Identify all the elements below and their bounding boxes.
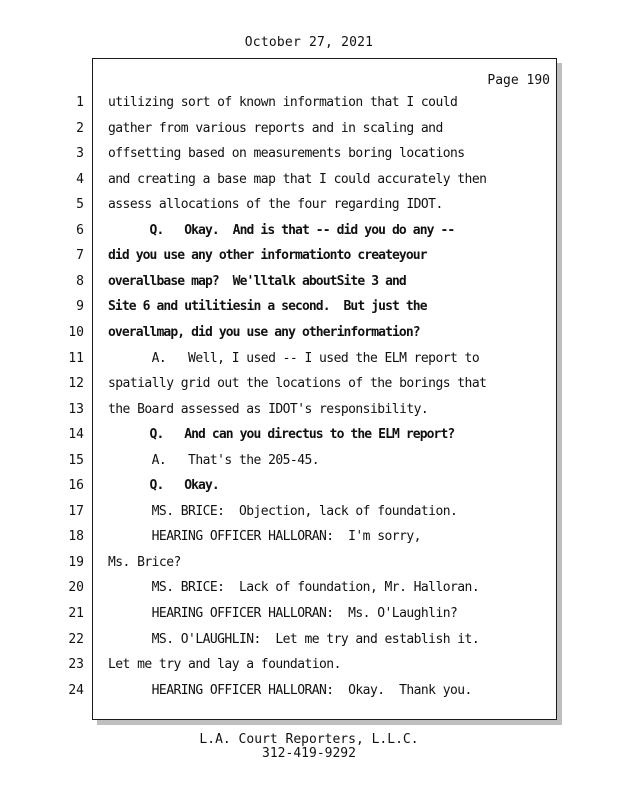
- line-number: 8: [76, 274, 84, 289]
- line-number: 14: [68, 427, 84, 442]
- line-number: 18: [68, 529, 84, 544]
- footer: [0, 733, 618, 761]
- transcript-line: overallbase map? We'lltalk aboutSite 3 and: [108, 274, 406, 289]
- footer-phone: 312-419-9292: [262, 746, 356, 761]
- transcript-line: spatially grid out the locations of the borings that: [108, 376, 487, 391]
- transcript-line: and creating a base map that I could accurately then: [108, 172, 487, 187]
- line-number: 3: [76, 146, 84, 161]
- line-number: 12: [68, 376, 84, 391]
- line-number: 13: [68, 402, 84, 417]
- transcript-line: HEARING OFFICER HALLORAN: Okay. Thank you.: [108, 683, 472, 698]
- transcript-line: A. Well, I used -- I used the ELM report to: [108, 351, 480, 366]
- transcript-line: gather from various reports and in scaling and: [108, 121, 443, 136]
- line-number: 16: [68, 478, 84, 493]
- transcript-line: MS. O'LAUGHLIN: Let me try and establish it.: [108, 632, 480, 647]
- transcript-line: did you use any other informationto createyour: [108, 248, 427, 263]
- line-number: 5: [76, 197, 84, 212]
- footer-company: L.A. Court Reporters, L.L.C.: [199, 732, 419, 747]
- page-number: Page 190: [487, 73, 550, 88]
- line-number: 15: [68, 453, 84, 468]
- line-number: 1: [76, 95, 84, 110]
- line-number: 2: [76, 121, 84, 136]
- line-number: 17: [68, 504, 84, 519]
- line-number: 22: [68, 632, 84, 647]
- transcript-line: Q. Okay.: [108, 478, 219, 493]
- transcript-line: overallmap, did you use any otherinformation?: [108, 325, 420, 340]
- transcript-line: A. That's the 205-45.: [108, 453, 320, 468]
- transcript-line: assess allocations of the four regarding IDOT.: [108, 197, 443, 212]
- transcript-line: offsetting based on measurements boring locations: [108, 146, 465, 161]
- line-number: 9: [76, 299, 84, 314]
- transcript-line: HEARING OFFICER HALLORAN: I'm sorry,: [108, 529, 421, 544]
- line-number: 6: [76, 223, 84, 238]
- transcript-line: utilizing sort of known information that I could: [108, 95, 458, 110]
- transcript-line: Ms. Brice?: [108, 555, 181, 570]
- transcript-line: the Board assessed as IDOT's responsibility.: [108, 402, 429, 417]
- transcript-line: Q. And can you directus to the ELM report?: [108, 427, 455, 442]
- transcript-line: MS. BRICE: Objection, lack of foundation.: [108, 504, 458, 519]
- transcript-line: Q. Okay. And is that -- did you do any --: [108, 223, 455, 238]
- line-number: 23: [68, 657, 84, 672]
- line-number: 11: [68, 351, 84, 366]
- header-date: October 27, 2021: [244, 35, 374, 50]
- line-number: 24: [68, 683, 84, 698]
- line-number: 19: [68, 555, 84, 570]
- line-number: 20: [68, 580, 84, 595]
- transcript-line: HEARING OFFICER HALLORAN: Ms. O'Laughlin?: [108, 606, 458, 621]
- line-number: 7: [76, 248, 84, 263]
- line-number: 4: [76, 172, 84, 187]
- transcript-line: MS. BRICE: Lack of foundation, Mr. Halloran.: [108, 580, 480, 595]
- line-number: 21: [68, 606, 84, 621]
- transcript-line: Site 6 and utilitiesin a second. But just the: [108, 299, 427, 314]
- transcript-line: Let me try and lay a foundation.: [108, 657, 341, 672]
- line-number: 10: [68, 325, 84, 340]
